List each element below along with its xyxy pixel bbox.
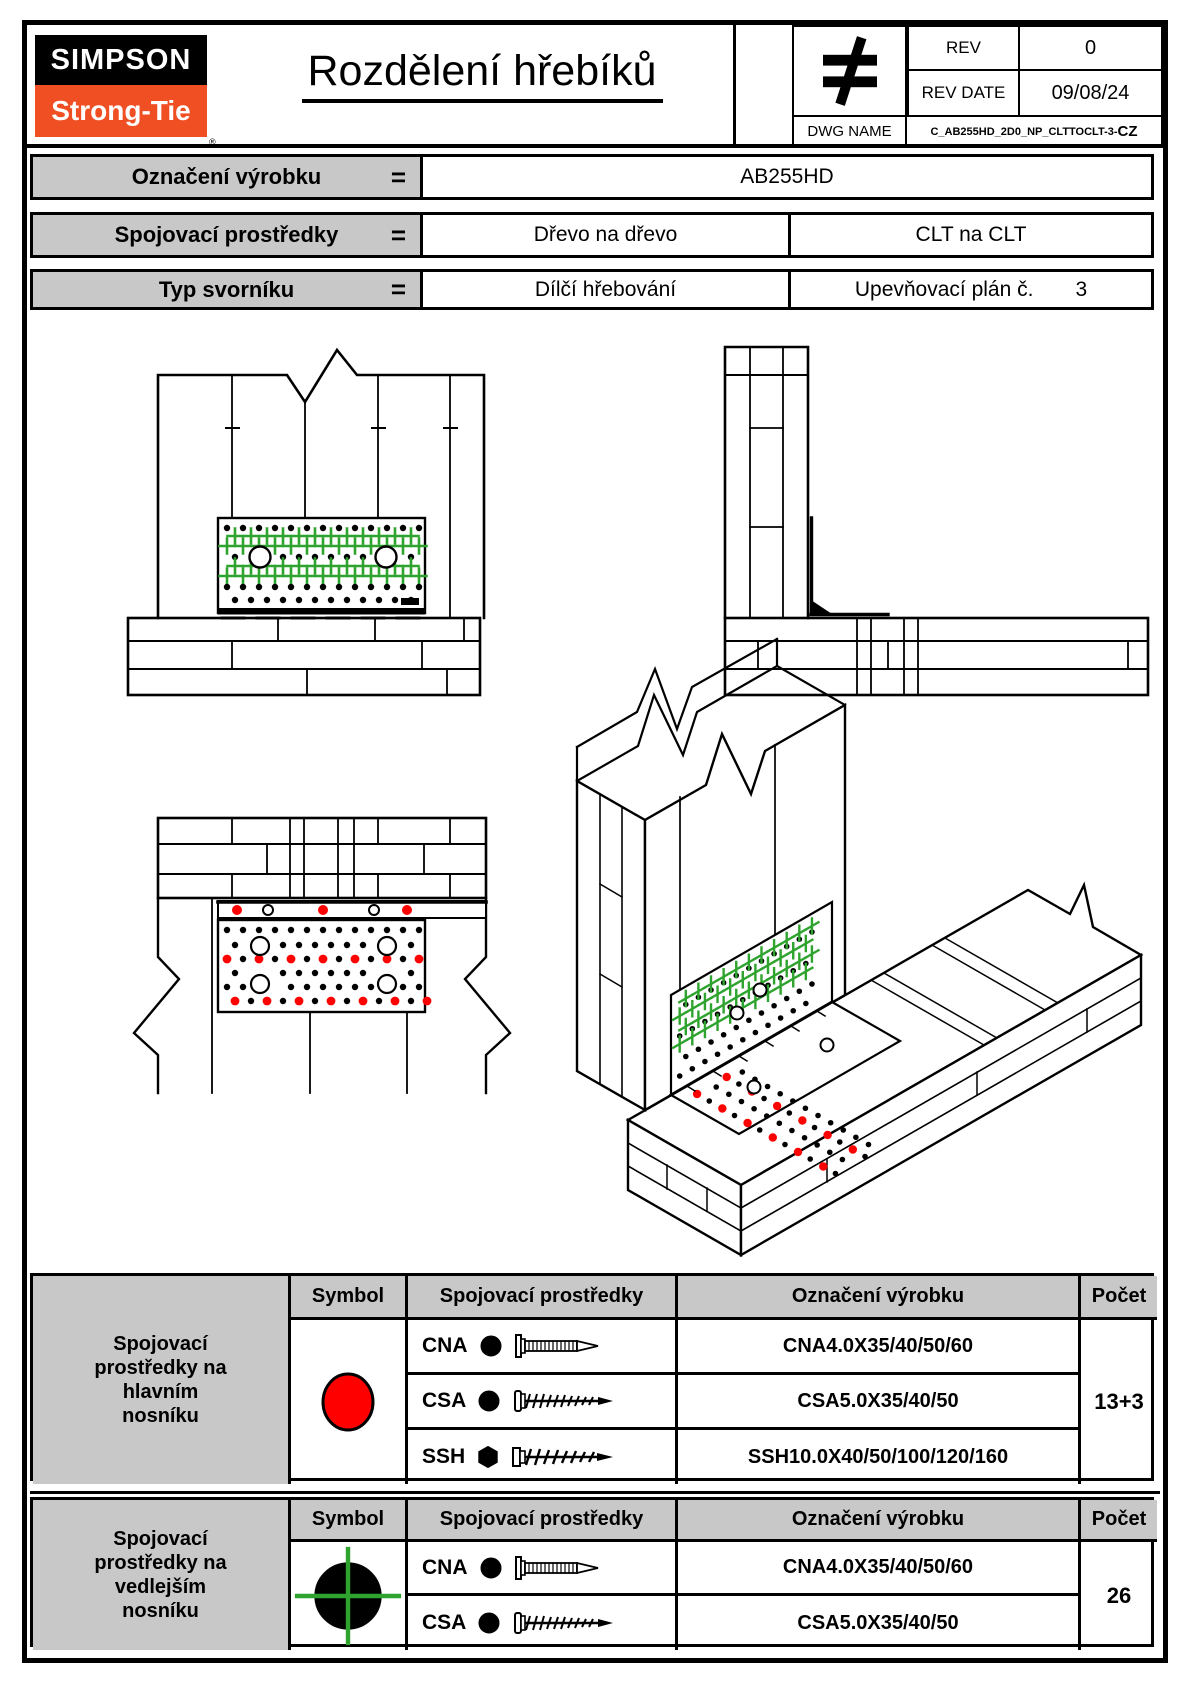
count-cell: 13+3	[1094, 1389, 1144, 1414]
info-label-fasteners: Spojovací prostředky =	[33, 215, 423, 255]
sheet-title: Rozdělení hřebíků	[222, 47, 742, 96]
info-value-plan: Upevňovací plán č. 3	[854, 277, 1088, 301]
red-dot-icon	[316, 1369, 380, 1435]
col-header-fasteners: Spojovací prostředky	[408, 1500, 678, 1542]
product-cell: CSA5.0X35/40/50	[678, 1596, 1081, 1650]
cna-head-icon	[478, 1555, 504, 1581]
fastener-table-main	[30, 1273, 1154, 1481]
symbol-cell	[291, 1542, 408, 1650]
rev-value: 0	[1018, 25, 1163, 71]
col-header-fasteners: Spojovací prostředky	[408, 1276, 678, 1320]
info-label-product: Označení výrobku =	[33, 157, 423, 197]
not-equal-icon	[814, 35, 886, 107]
cna-nail-icon	[514, 1553, 620, 1583]
equals-sign: =	[390, 274, 406, 304]
col-header-symbol: Symbol	[291, 1276, 408, 1320]
product-cell: SSH10.0X40/50/100/120/160	[678, 1430, 1081, 1484]
table-separator	[30, 1491, 1160, 1494]
brand-strongtie: Strong-Tie	[35, 85, 207, 137]
cna-nail-icon	[514, 1331, 620, 1361]
rev-label: REV	[907, 25, 1020, 71]
rev-date-value: 09/08/24	[1018, 69, 1163, 117]
table-row-label: Spojovací prostředky na hlavním nosníku	[33, 1276, 291, 1484]
dwg-name-label: DWG NAME	[792, 115, 907, 148]
info-value-wood: Dřevo na dřevo	[423, 215, 791, 255]
info-row-fasteners	[30, 212, 1154, 258]
fastener-cell-cna: CNA	[408, 1320, 678, 1375]
brand-logo	[35, 35, 207, 137]
col-header-symbol: Symbol	[291, 1500, 408, 1542]
dwg-name-value: C_AB255HD_2D0_NP_CLTTOCLT-3- CZ	[905, 115, 1163, 148]
col-header-count: Počet	[1081, 1276, 1157, 1320]
fastener-cell-csa: CSA	[408, 1596, 678, 1650]
brand-simpson: SIMPSON	[35, 35, 207, 85]
csa-head-icon	[476, 1610, 502, 1636]
ssh-screw-icon	[511, 1441, 617, 1473]
csa-screw-icon	[512, 1386, 618, 1416]
info-value-product: AB255HD	[740, 165, 834, 188]
symbol-cell	[291, 1320, 408, 1484]
header-divider	[733, 25, 736, 148]
info-value-clt: CLT na CLT	[915, 223, 1027, 246]
fastener-cell-cna: CNA	[408, 1542, 678, 1596]
view-isometric	[577, 639, 1141, 1255]
neq-cell	[792, 25, 907, 117]
technical-drawings	[27, 317, 1163, 1269]
cna-head-icon	[478, 1333, 504, 1359]
col-header-product: Označení výrobku	[678, 1276, 1081, 1320]
green-cross-circle-icon	[291, 1544, 405, 1648]
info-row-bolt-type	[30, 269, 1154, 310]
header	[27, 25, 1163, 148]
fastener-cell-csa: CSA	[408, 1375, 678, 1430]
csa-screw-icon	[512, 1608, 618, 1638]
view-side-section	[725, 347, 1148, 695]
equals-sign: =	[390, 219, 406, 250]
registered-mark: ®	[209, 137, 216, 147]
equals-sign: =	[390, 161, 406, 192]
product-cell: CNA4.0X35/40/50/60	[678, 1320, 1081, 1375]
fastener-table-secondary	[30, 1497, 1154, 1647]
view-bottom-plan	[134, 818, 510, 1093]
info-label-bolt-type: Typ svorníku =	[33, 272, 423, 307]
view-front-elevation	[128, 350, 484, 695]
info-value-nailing: Dílčí hřebování	[423, 272, 791, 307]
col-header-product: Označení výrobku	[678, 1500, 1081, 1542]
product-cell: CNA4.0X35/40/50/60	[678, 1542, 1081, 1596]
page-border	[22, 20, 1168, 1663]
rev-date-label: REV DATE	[907, 69, 1020, 117]
product-cell: CSA5.0X35/40/50	[678, 1375, 1081, 1430]
count-cell: 26	[1106, 1583, 1132, 1608]
info-row-product	[30, 154, 1154, 200]
col-header-count: Počet	[1081, 1500, 1157, 1542]
table-row-label: Spojovací prostředky na vedlejším nosníku	[33, 1500, 291, 1650]
csa-head-icon	[476, 1388, 502, 1414]
fastener-cell-ssh: SSH	[408, 1430, 678, 1484]
ssh-head-icon	[475, 1444, 501, 1470]
